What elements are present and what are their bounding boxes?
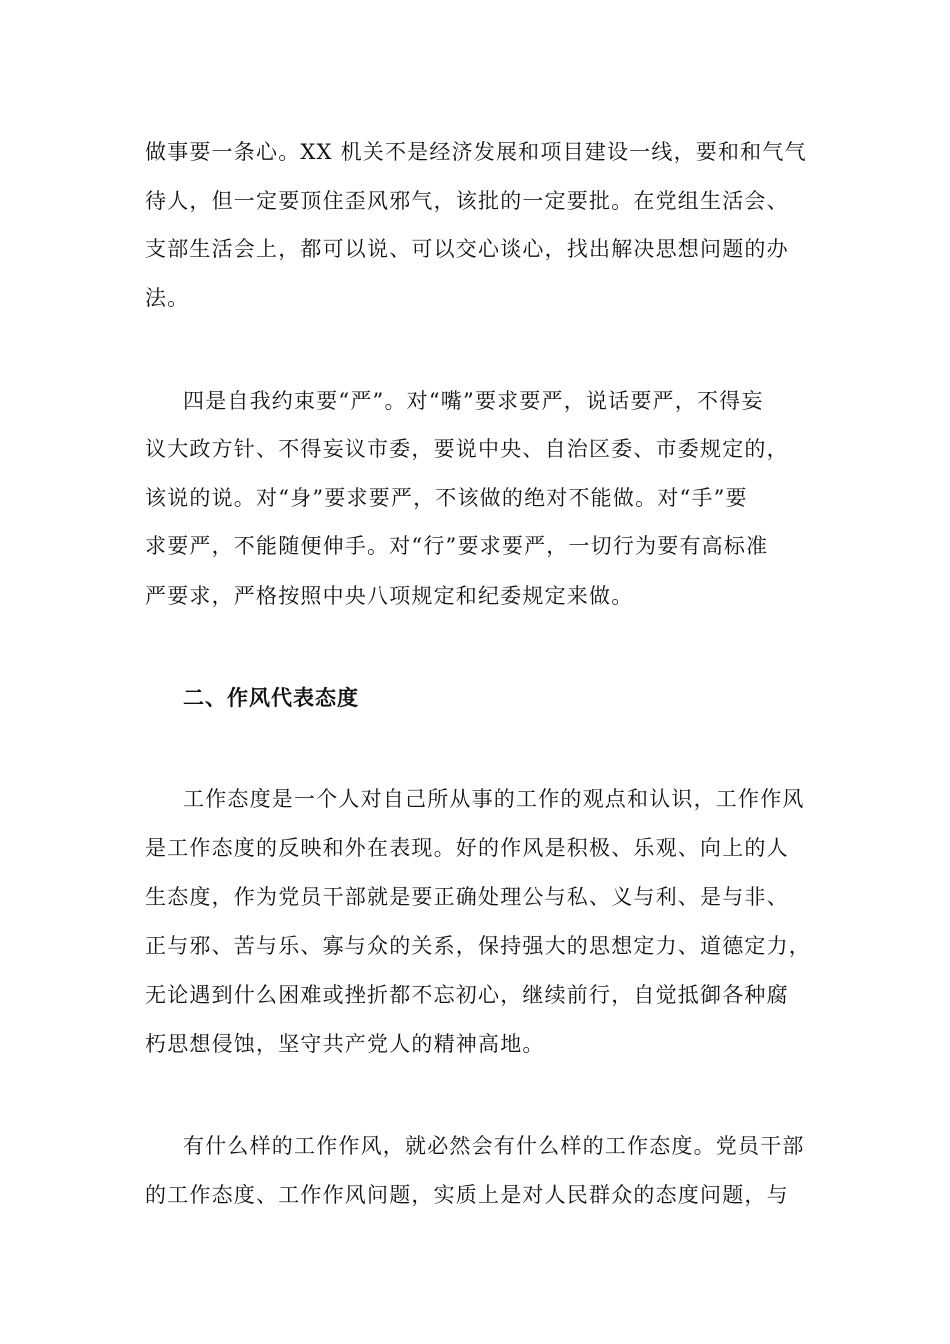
paragraph-4-line-1: 有什么样的工作作风，就必然会有什么样的工作态度。党员干部 bbox=[183, 1134, 805, 1158]
section-heading: 二、作风代表态度 bbox=[183, 685, 359, 710]
paragraph-2-line-3: 该说的说。对“身”要求要严，不该做的绝对不能做。对“手”要 bbox=[145, 486, 748, 510]
paragraph-1-line-1: 做事要一条心。XX 机关不是经济发展和项目建设一线，要和和气气 bbox=[145, 140, 807, 164]
paragraph-3-line-4: 正与邪、苦与乐、寡与众的关系，保持强大的思想定力、道德定力， bbox=[145, 934, 811, 958]
paragraph-3-line-5: 无论遇到什么困难或挫折都不忘初心，继续前行，自觉抵御各种腐 bbox=[145, 983, 789, 1007]
paragraph-2-line-1: 四是自我约束要“严”。对“嘴”要求要严，说话要严，不得妄 bbox=[183, 389, 764, 413]
paragraph-1-line-3: 支部生活会上，都可以说、可以交心谈心，找出解决思想问题的办 bbox=[145, 237, 789, 261]
paragraph-2-line-2: 议大政方针、不得妄议市委，要说中央、自治区委、市委规定的， bbox=[145, 437, 789, 461]
paragraph-1-line-2: 待人，但一定要顶住歪风邪气，该批的一定要批。在党组生活会、 bbox=[145, 189, 789, 213]
paragraph-2-line-5: 严要求，严格按照中央八项规定和纪委规定来做。 bbox=[145, 584, 634, 608]
paragraph-3-line-2: 是工作态度的反映和外在表现。好的作风是积极、乐观、向上的人 bbox=[145, 836, 789, 860]
paragraph-1-line-4: 法。 bbox=[145, 286, 190, 310]
paragraph-3-line-3: 生态度，作为党员干部就是要正确处理公与私、义与利、是与非、 bbox=[145, 885, 789, 909]
paragraph-3-line-1: 工作态度是一个人对自己所从事的工作的观点和认识，工作作风 bbox=[183, 787, 805, 811]
paragraph-3-line-6: 朽思想侵蚀，坚守共产党人的精神高地。 bbox=[145, 1032, 545, 1056]
paragraph-4-line-2: 的工作态度、工作作风问题，实质上是对人民群众的态度问题，与 bbox=[145, 1183, 789, 1207]
paragraph-2-line-4: 求要严，不能随便伸手。对“行”要求要严，一切行为要有高标准 bbox=[145, 534, 769, 558]
